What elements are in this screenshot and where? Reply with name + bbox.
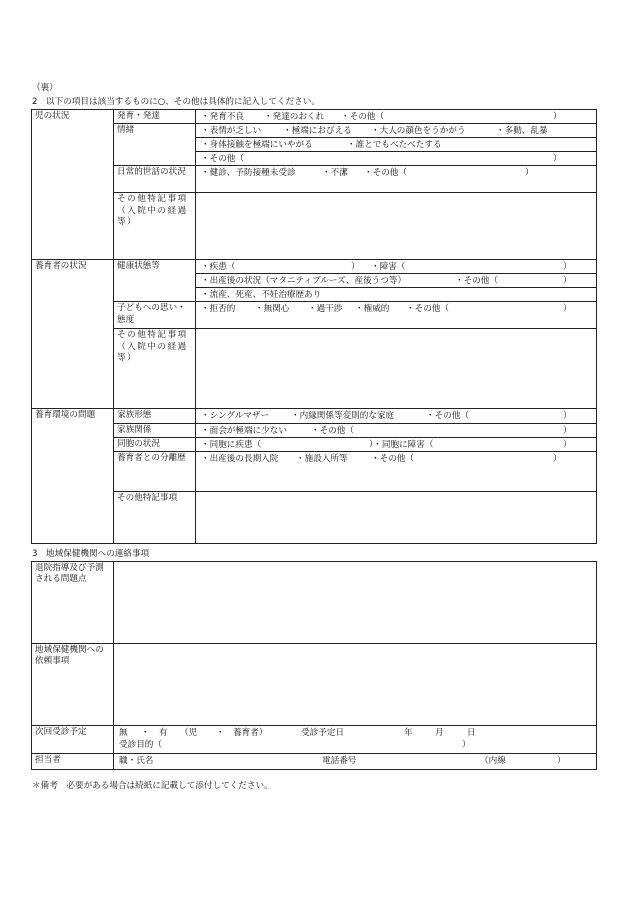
family-form-options — [199, 410, 593, 421]
sibling-options — [199, 439, 593, 450]
close-paren: ） — [563, 425, 572, 436]
separator-dot: ・ — [216, 728, 225, 738]
option-facility-placement[interactable]: ・施設入所等 — [296, 454, 348, 465]
visit-none-option[interactable]: 無 — [119, 728, 128, 738]
visit-purpose-label: 受診目的（ — [119, 740, 162, 750]
visit-yes-option[interactable]: 有 — [159, 728, 168, 738]
option-feeling-other[interactable]: ・その他（ — [406, 304, 449, 315]
staff-label: 担当者 — [32, 754, 114, 770]
phone-label: 電話番号 — [322, 756, 357, 766]
guidance-field[interactable] — [114, 562, 597, 644]
option-relation-other[interactable]: ・その他（ — [311, 425, 354, 436]
sibling-label: 同胞の状況 — [114, 438, 196, 452]
close-paren: ） — [563, 304, 572, 315]
visit-day-label: 日 — [467, 728, 476, 738]
visit-date-label: 受診予定日 — [301, 728, 344, 738]
option-overinvolved[interactable]: ・過干渉 — [308, 304, 343, 315]
child-notes-field[interactable] — [196, 193, 597, 260]
option-care-other[interactable]: ・その他（ — [364, 168, 407, 179]
option-no-checkup[interactable]: ・健診、予防接種未受診 — [201, 168, 296, 179]
environment-notes-field[interactable] — [196, 492, 597, 544]
option-extreme-fear[interactable]: ・極端におびえる — [283, 126, 352, 137]
option-sibling-illness[interactable]: ・同胞に疾患（ — [201, 440, 262, 451]
page-side-label: （裏） — [32, 83, 58, 93]
next-visit-label: 次回受診予定 — [32, 726, 114, 754]
option-dev-other[interactable]: ・その他（ — [341, 112, 384, 122]
child-notes-label: その他特記事項（入院中の経過等） — [114, 193, 196, 260]
option-unclean[interactable]: ・不潔 — [322, 168, 348, 179]
caregiver-notes-field[interactable] — [196, 329, 597, 409]
visit-year-label: 年 — [404, 728, 413, 738]
feeling-label: 子どもへの思い・態度 — [114, 302, 196, 329]
close-paren: ） — [553, 454, 562, 465]
option-family-other[interactable]: ・その他（ — [426, 411, 469, 422]
option-indifferent[interactable]: ・無関心 — [255, 304, 290, 315]
option-growth-poor[interactable]: ・発育不良 — [201, 112, 244, 122]
environment-category: 養育環境の問題 — [32, 409, 114, 544]
staff-name-label: 職・氏名 — [119, 756, 154, 766]
emotion-options-1 — [199, 125, 593, 136]
option-postpartum[interactable]: ・出産後の状況（マタニティブルーズ、産後うつ等） — [201, 276, 407, 287]
daily-care-label: 日常的世話の状況 — [114, 166, 196, 193]
option-emotion-other[interactable]: ・その他（ — [201, 154, 244, 165]
caregiver-status-category: 養育者の状況 — [32, 260, 114, 409]
section3-table — [31, 561, 597, 770]
development-label: 発育・発達 — [114, 110, 196, 124]
close-paren: ） — [563, 276, 572, 287]
health-options-3 — [199, 289, 593, 300]
emotion-options-3 — [199, 153, 593, 164]
close-paren: ） — [563, 411, 572, 422]
separation-label: 養育者との分離歴 — [114, 452, 196, 492]
extension-label: （内線 — [480, 756, 506, 766]
section2-title: 2 以下の項目は該当するものに○、その他は具体的に記入してください。 — [32, 97, 320, 107]
emotion-label: 情緒 — [114, 124, 196, 166]
environment-notes-label: その他特記事項 — [114, 492, 196, 544]
footer-note: ＊備考 必要がある場合は続紙に記載して添付してください。 — [32, 781, 273, 791]
option-miscarriage-history[interactable]: ・流産、死産、不妊治療歴あり — [201, 290, 322, 301]
option-rejecting[interactable]: ・拒否的 — [201, 304, 236, 315]
visit-child-option[interactable]: （児 — [180, 728, 198, 738]
child-status-category: 児の状況 — [32, 110, 114, 260]
option-disability[interactable]: ・障害（ — [371, 262, 406, 273]
option-hyperactive[interactable]: ・多動、乱暴 — [496, 126, 548, 137]
next-visit-fields — [117, 727, 593, 752]
family-relation-options — [199, 425, 593, 436]
close-paren: ） — [557, 756, 566, 766]
option-separation-other[interactable]: ・その他（ — [371, 454, 414, 465]
close-paren: ） — [553, 112, 562, 122]
staff-fields — [117, 755, 593, 767]
option-watch-adults[interactable]: ・大人の顔色をうかがう — [371, 126, 466, 137]
close-paren: ） — [351, 262, 360, 273]
option-sibling-disability[interactable]: ）・同胞に障害（ — [369, 440, 434, 451]
section3-title: 3 地域保健機関への連絡事項 — [32, 549, 150, 559]
family-relation-label: 家族関係 — [114, 423, 196, 437]
health-options-1 — [199, 261, 593, 272]
option-dev-delay[interactable]: ・発達のおくれ — [264, 112, 325, 122]
option-health-other[interactable]: ・その他（ — [455, 276, 498, 287]
section2-table — [31, 109, 597, 544]
option-rare-visits[interactable]: ・面会が極端に少ない — [201, 425, 287, 436]
close-paren: ） — [563, 262, 572, 273]
family-form-label: 家族形態 — [114, 409, 196, 423]
emotion-options-2 — [199, 139, 593, 150]
visit-month-label: 月 — [435, 728, 444, 738]
option-flat-affect[interactable]: ・表情が乏しい — [201, 126, 262, 137]
health-options-2 — [199, 275, 593, 286]
close-paren: ） — [553, 154, 562, 165]
option-authoritarian[interactable]: ・権威的 — [355, 304, 390, 315]
option-single-mother[interactable]: ・シングルマザー — [201, 411, 270, 422]
request-label: 地域保健機関への依頼事項 — [32, 644, 114, 726]
close-paren: ） — [563, 440, 572, 451]
visit-caregiver-option[interactable]: 養育者） — [233, 728, 268, 738]
option-long-hospitalization[interactable]: ・出産後の長期入院 — [201, 454, 279, 465]
feeling-options — [199, 303, 593, 314]
separator-dot: ・ — [141, 728, 150, 738]
separation-options — [199, 453, 593, 464]
close-paren: ） — [462, 740, 471, 750]
request-field[interactable] — [114, 644, 597, 726]
guidance-label: 退院指導及び予測される問題点 — [32, 562, 114, 644]
development-options — [199, 111, 593, 122]
caregiver-notes-label: その他特記事項（入院中の経過等） — [114, 329, 196, 409]
option-illness[interactable]: ・疾患（ — [201, 262, 236, 273]
health-label: 健康状態等 — [114, 260, 196, 302]
close-paren: ） — [525, 168, 534, 179]
option-clingy[interactable]: ・誰とでもべたべたする — [347, 140, 442, 151]
option-avoid-contact[interactable]: ・身体接触を極端にいやがる — [201, 140, 313, 151]
daily-care-options — [199, 167, 593, 178]
option-irregular-family[interactable]: ・内縁関係等変則的な家庭 — [291, 411, 395, 422]
